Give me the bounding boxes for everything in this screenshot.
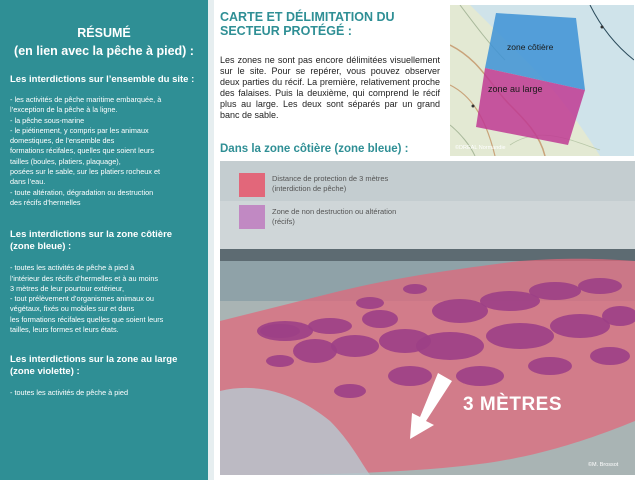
reef-photo — [220, 161, 635, 475]
legend-swatch-protection — [239, 173, 265, 197]
section-body-site: - les activités de pêche maritime embarquée, à l’exception de la pêche à la ligne. - la pêche sous-marine - le piétinement, y compris par les animaux domestiques, de l’ensemble des formations récifales, quelles que soient leurs tailles (boules, platiers, plaquage), posées sur le sable, sur les platiers rocheux et dans l’eau. - toute altération, dégradation ou destruction des récifs d’hermelles — [10, 95, 162, 207]
summary-title: RÉSUMÉ (en lien avec la pêche à pied) : — [14, 26, 194, 58]
map-label-coastal: zone côtière — [507, 42, 554, 52]
legend-label-reef: Zone de non destruction ou altération (récifs) — [272, 207, 397, 226]
legend-label-protection: Distance de protection de 3 mètres (interdiction de pêche) — [272, 174, 389, 193]
section-heading-coastal: Les interdictions sur la zone côtière (zone bleue) : — [10, 229, 173, 253]
section-body-offshore: - toutes les activités de pêche à pied — [10, 388, 129, 398]
legend-swatch-reef — [239, 205, 265, 229]
map-section-body: Les zones ne sont pas encore délimitées visuellement sur le site. Pour se repérer, vous pouvez observer deux parties du récif. La première, relativement proche des falaises. Puis la deuxième, qui comprend le récif plus au large. Les deux sont séparés par un grand banc de sable. — [220, 55, 440, 120]
section-heading-site: Les interdictions sur l’ensemble du site : — [10, 74, 195, 85]
map-section-title: CARTE ET DÉLIMITATION DU SECTEUR PROTÉGÉ : — [220, 10, 395, 38]
map-label-offshore: zone au large — [488, 84, 543, 94]
distance-label: 3 MÈTRES — [463, 394, 563, 415]
map-credit: ©DREAL Normandie — [455, 145, 506, 151]
section-body-coastal: - toutes les activités de pêche à pied à l’intérieur des récifs d’hermelles et à au moins 3 mètres de leur pourtour extérieur, - tout prélèvement d’organismes animaux ou végétaux, fixés ou mobiles sur et dans les formations récifales quelles que soient leurs tailles, leurs formes et leurs états. — [10, 263, 164, 335]
summary-sidebar — [0, 0, 208, 480]
coastal-zone-title: Dans la zone côtière (zone bleue) : — [220, 143, 409, 155]
column-divider — [208, 0, 214, 480]
section-heading-offshore: Les interdictions sur la zone au large (zone violette) : — [10, 354, 178, 378]
map-graphic — [450, 5, 634, 156]
protected-area-map — [450, 5, 634, 156]
photo-credit: ©M. Brossot — [588, 462, 619, 468]
